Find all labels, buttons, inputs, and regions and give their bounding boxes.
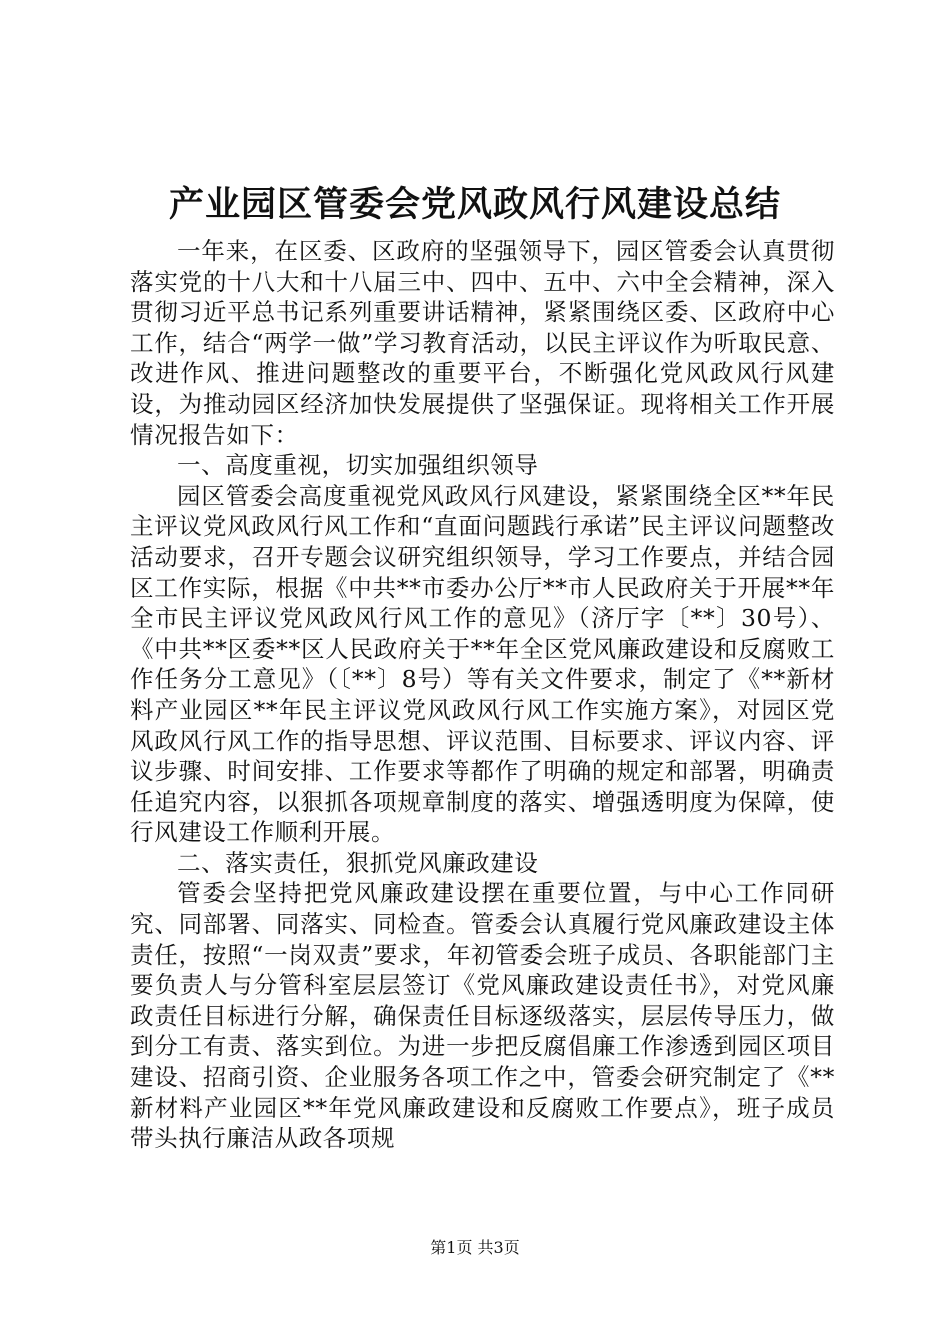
document-title: 产业园区管委会党风政风行风建设总结: [168, 184, 781, 225]
page-footer: 第1页 共3页: [430, 1238, 520, 1257]
section-1-paragraph: 园区管委会高度重视党风政风行风建设，紧紧围绕全区**年民主评议党风政风行风工作和“直面问题践行承诺”民主评议问题整改活动要求，召开专题会议研究组织领导，学习工作要点，并结合园区工作实际，根据《中共**市委办公厅**市人民政府关于开展**年全市民主评议党风政风行风工作的意见》（济厅字〔**〕30号）、《中共**区委**区人民政府关于**年全区党风廉政建设和反腐败工作任务分工意见》（〔**〕8号）等有关文件要求，制定了《**新材料产业园区**年民主评议党风政风行风工作实施方案》，对园区党风政风行风工作的指导思想、评议范围、目标要求、评议内容、评议步骤、时间安排、工作要求等都作了明确的规定和部署，明确责任追究内容，以狠抓各项规章制度的落实、增强透明度为保障，使行风建设工作顺利开展。: [130, 481, 835, 847]
section-2-paragraph: 管委会坚持把党风廉政建设摆在重要位置，与中心工作同研究、同部署、同落实、同检查。管委会认真履行党风廉政建设主体责任，按照“一岗双责”要求，年初管委会班子成员、各职能部门主要负责人与分管科室层层签订《党风廉政建设责任书》，对党风廉政责任目标进行分解，确保责任目标逐级落实，层层传导压力，做到分工有责、落实到位。为进一步把反腐倡廉工作渗透到园区项目建设、招商引资、企业服务各项工作之中，管委会研究制定了《**新材料产业园区**年党风廉政建设和反腐败工作要点》，班子成员带头执行廉洁从政各项规: [130, 879, 835, 1153]
intro-paragraph: 一年来，在区委、区政府的坚强领导下，园区管委会认真贯彻落实党的十八大和十八届三中、四中、五中、六中全会精神，深入贯彻习近平总书记系列重要讲话精神，紧紧围绕区委、区政府中心工作，结合“两学一做”学习教育活动，以民主评议作为听取民意、改进作风、推进问题整改的重要平台，不断强化党风政风行风建设，为推动园区经济加快发展提供了坚强保证。现将相关工作开展情况报告如下：: [130, 237, 835, 449]
section-heading-2: 二、落实责任，狠抓党风廉政建设: [177, 848, 539, 877]
section-heading-1: 一、高度重视，切实加强组织领导: [177, 451, 539, 480]
document-body: [130, 236, 835, 1154]
